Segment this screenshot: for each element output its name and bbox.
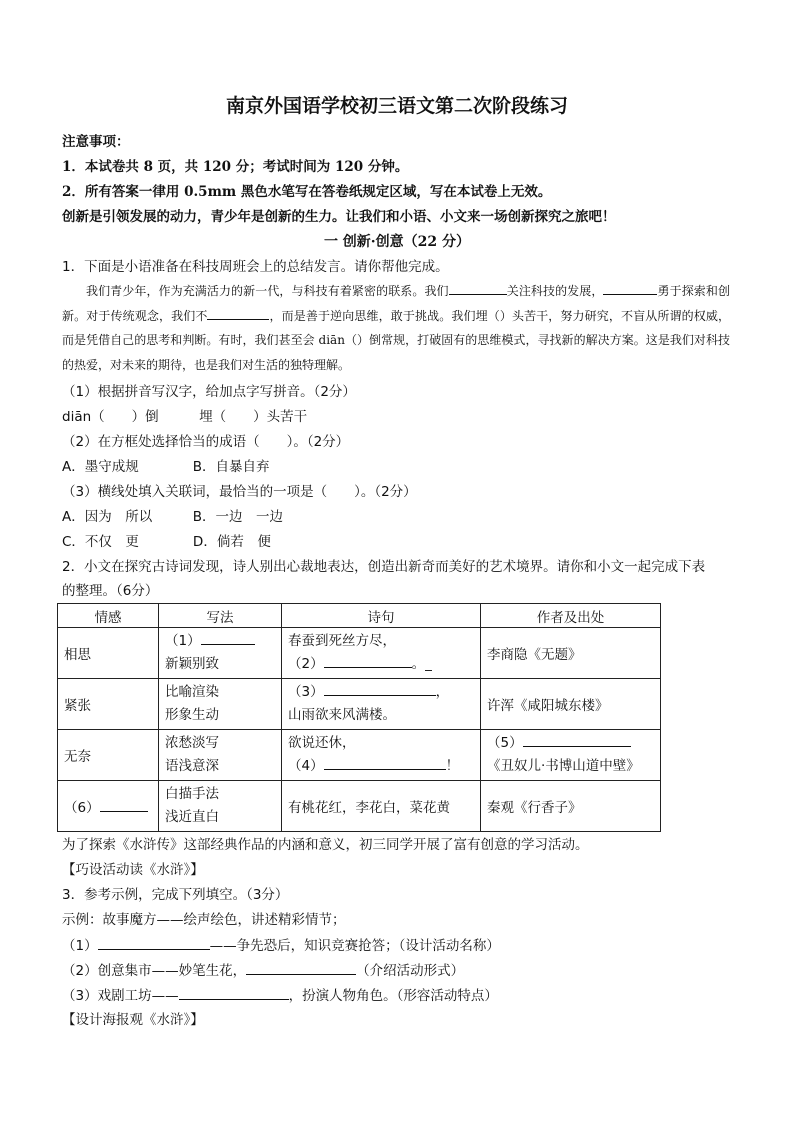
poetry-table bbox=[57, 603, 661, 832]
method-text: 新颖别致 bbox=[165, 656, 219, 672]
passage-part-b: 关注科技的发展， bbox=[506, 284, 604, 298]
poem-line: 山雨欲来风满楼。 bbox=[288, 707, 396, 723]
page-title: 南京外国语学校初三语文第二次阶段练习 bbox=[225, 95, 568, 117]
section-heading: 一 创新·创意（22 分） bbox=[323, 234, 471, 250]
method-text: 白描手法 bbox=[165, 786, 219, 802]
method-cell bbox=[159, 679, 282, 730]
answer-blank bbox=[324, 654, 412, 668]
table-header: 写法 bbox=[159, 604, 282, 628]
answer-blank bbox=[98, 936, 210, 950]
q3-example: 示例：故事魔方——绘声绘色，讲述精彩情节； bbox=[62, 912, 346, 928]
author-text: 《丑奴儿·书博山道中壁》 bbox=[487, 758, 640, 774]
table-row bbox=[58, 628, 661, 679]
emotion-cell: 无奈 bbox=[58, 730, 159, 781]
q3-line-1 bbox=[62, 936, 500, 955]
method-text: （1） bbox=[165, 633, 201, 649]
q3-stem: 3．参考示例，完成下列填空。（3分） bbox=[62, 887, 289, 903]
emotion-cell: 紧张 bbox=[58, 679, 159, 730]
method-text: 浅近直白 bbox=[165, 809, 219, 825]
table-row bbox=[58, 730, 661, 781]
author-cell: 秦观《行香子》 bbox=[481, 781, 661, 832]
table-row bbox=[58, 781, 661, 832]
emotion-cell bbox=[58, 781, 159, 832]
passage-part-c: 勇于探索和创新。对于传统观念，我们不 bbox=[62, 284, 730, 323]
activity-heading-2: 【设计海报观《水浒》】 bbox=[62, 1012, 204, 1028]
intro-text: 创新是引领发展的动力，青少年是创新的生力。让我们和小语、小文来一场创新探究之旅吧！ bbox=[62, 209, 616, 225]
poem-line: 欲说还休， bbox=[288, 735, 356, 751]
poem-line: ！ bbox=[445, 758, 460, 774]
emotion-cell: 相思 bbox=[58, 628, 159, 679]
table-header-row bbox=[58, 604, 661, 628]
q1-passage bbox=[62, 279, 730, 378]
poem-cell: 有桃花红，李花白，菜花黄 bbox=[282, 781, 481, 832]
table-row bbox=[58, 679, 661, 730]
q3-line-3 bbox=[62, 986, 498, 1005]
answer-blank bbox=[324, 756, 446, 770]
passage-blank-2 bbox=[603, 281, 657, 295]
passage-part-a: 我们青少年，作为充满活力的新一代，与科技有着紧密的联系。我们 bbox=[86, 284, 449, 298]
notice-heading: 注意事项： bbox=[62, 134, 130, 150]
q2-stem-line1: 2．小文在探究古诗词发现，诗人别出心裁地表达，创造出新奇而美好的艺术境界。请你和小文一起完成下表 bbox=[62, 559, 706, 575]
answer-blank bbox=[324, 682, 436, 696]
poem-line: 。_ bbox=[411, 656, 432, 672]
q1-sub2-options: A．墨守成规 B．自暴自弃 bbox=[62, 459, 270, 475]
method-text: 形象生动 bbox=[165, 707, 219, 723]
poem-line: ， bbox=[435, 684, 450, 700]
author-cell: 许浑《咸阳城东楼》 bbox=[481, 679, 661, 730]
notice-item-1: 1．本试卷共 8 页，共 120 分；考试时间为 120 分钟。 bbox=[62, 159, 409, 175]
table-header: 诗句 bbox=[282, 604, 481, 628]
notice-item-2: 2．所有答案一律用 0.5mm 黑色水笔写在答卷纸规定区域，写在本试卷上无效。 bbox=[62, 184, 552, 200]
q1-sub1: （1）根据拼音写汉字，给加点字写拼音。（2分） bbox=[62, 384, 356, 400]
after-table-text: 为了探索《水浒传》这部经典作品的内涵和意义，初三同学开展了富有创意的学习活动。 bbox=[62, 837, 589, 853]
answer-blank bbox=[523, 733, 631, 747]
answer-blank bbox=[246, 961, 356, 975]
poem-cell bbox=[282, 628, 481, 679]
q3-line-3-prefix: （3）戏剧工坊—— bbox=[62, 988, 179, 1004]
poem-cell bbox=[282, 730, 481, 781]
poem-line: （3） bbox=[288, 684, 324, 700]
poem-line: （2） bbox=[288, 656, 324, 672]
q3-line-2 bbox=[62, 961, 464, 980]
q3-line-2-prefix: （2）创意集市——妙笔生花， bbox=[62, 963, 247, 979]
method-text: 浓愁淡写 bbox=[165, 735, 219, 751]
method-cell bbox=[159, 730, 282, 781]
q1-sub3-options-ab: A．因为 所以 B．一边 一边 bbox=[62, 509, 283, 525]
q1-sub2: （2）在方框处选择恰当的成语（ ）。（2分） bbox=[62, 434, 350, 450]
table-header: 作者及出处 bbox=[481, 604, 661, 628]
answer-blank bbox=[201, 631, 255, 645]
emotion-text: （6） bbox=[64, 800, 100, 816]
answer-blank bbox=[100, 798, 148, 812]
table-header: 情感 bbox=[58, 604, 159, 628]
q1-sub3-options-cd: C．不仅 更 D．倘若 便 bbox=[62, 534, 271, 550]
passage-blank-3 bbox=[207, 306, 269, 320]
q3-line-1-prefix: （1） bbox=[62, 938, 98, 954]
q1-sub1-answer: diān（ ）倒 埋（ ）头苦干 bbox=[62, 409, 308, 425]
q3-line-1-suffix: ——争先恐后，知识竞赛抢答；（设计活动名称） bbox=[209, 938, 500, 954]
q1-stem: 1．下面是小语准备在科技周班会上的总结发言。请你帮他完成。 bbox=[62, 259, 449, 275]
q2-stem-line2: 的整理。（6分） bbox=[62, 583, 159, 599]
author-cell bbox=[481, 730, 661, 781]
answer-blank bbox=[179, 986, 289, 1000]
method-text: 比喻渲染 bbox=[165, 684, 219, 700]
author-text: （5） bbox=[487, 735, 523, 751]
poem-line: （4） bbox=[288, 758, 324, 774]
passage-part-d: ，而是善于逆向思维，敢于挑战。我们埋（）头苦干，努力研究，不盲从所谓的权威，而是凭借自己的思考和判断。有时，我们甚至会 diān（）倒常规，打破固有的思维模式，寻找新的解决方案。这是我们对科技的热爱，对未来的期待，也是我们对生活的独特理解。 bbox=[62, 308, 730, 373]
author-cell: 李商隐《无题》 bbox=[481, 628, 661, 679]
method-cell bbox=[159, 781, 282, 832]
poem-line: 春蚕到死丝方尽， bbox=[288, 633, 396, 649]
q3-line-3-suffix: ，扮演人物角色。（形容活动特点） bbox=[288, 988, 498, 1004]
poem-cell bbox=[282, 679, 481, 730]
passage-blank-1 bbox=[449, 281, 507, 295]
method-text: 语浅意深 bbox=[165, 758, 219, 774]
q1-sub3: （3）横线处填入关联词，最恰当的一项是（ ）。（2分） bbox=[62, 484, 417, 500]
activity-heading-1: 【巧设活动读《水浒》】 bbox=[62, 862, 204, 878]
q3-line-2-suffix: （介绍活动形式） bbox=[356, 963, 465, 979]
method-cell bbox=[159, 628, 282, 679]
